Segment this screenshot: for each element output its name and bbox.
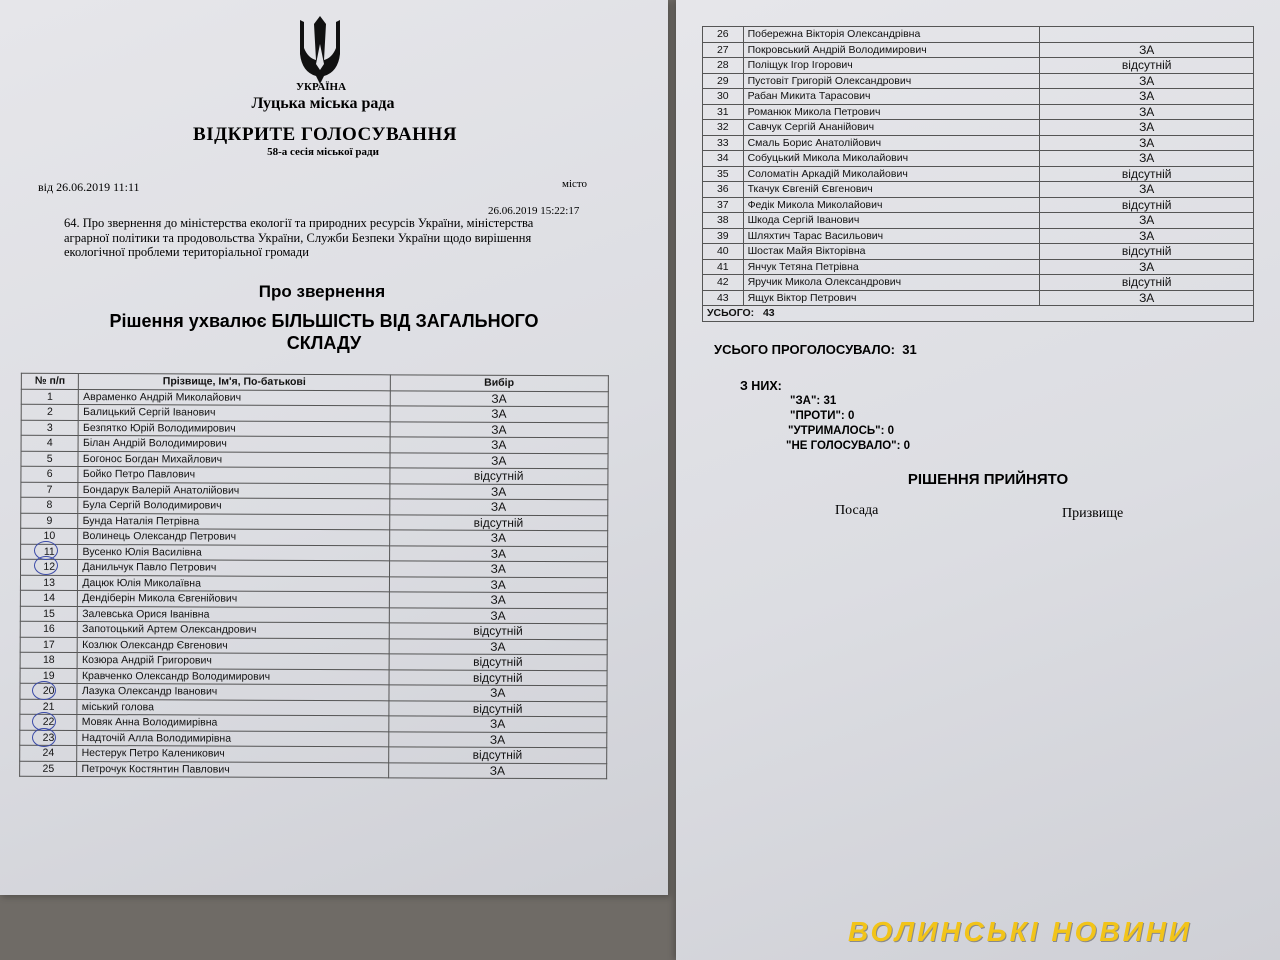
row-number: 29 (703, 73, 744, 89)
proty-stat (790, 410, 854, 422)
table-row (21, 435, 608, 453)
row-number: 27 (703, 42, 744, 58)
table-row (703, 27, 1254, 43)
row-number: 6 (21, 466, 78, 482)
watermark-logo: ВОЛИНСЬКІ НОВИНИ (848, 916, 1193, 947)
not-voted-stat (786, 440, 910, 452)
row-number: 39 (703, 228, 744, 244)
table-row (21, 482, 608, 500)
table-row (703, 275, 1254, 291)
row-name: Пустовіт Григорій Олександрович (743, 73, 1040, 89)
row-number: 31 (703, 104, 744, 120)
row-choice: ЗА (389, 499, 608, 515)
row-choice: ЗА (389, 483, 608, 499)
place-label: місто (562, 178, 588, 190)
row-choice: ЗА (389, 452, 608, 468)
table-row (21, 420, 608, 438)
row-choice: ЗА (390, 390, 609, 406)
row-number: 25 (20, 761, 77, 777)
row-name: Бойко Петро Павлович (78, 466, 389, 483)
row-name: Запотоцький Артем Олександрович (78, 621, 389, 638)
row-choice: ЗА (390, 437, 609, 453)
decision-subject: Про звернення (258, 282, 386, 301)
row-choice: ЗА (1040, 104, 1254, 120)
row-choice: ЗА (1040, 213, 1254, 229)
row-name: Була Сергій Володимирович (78, 497, 389, 514)
row-name: Соломатін Аркадій Миколайович (743, 166, 1040, 182)
row-choice: ЗА (1040, 290, 1254, 306)
row-number: 1 (21, 389, 78, 405)
row-name: Бондарук Валерій Анатолійович (78, 482, 389, 499)
not-voted-label: "НЕ ГОЛОСУВАЛО": (786, 440, 901, 452)
session-label: 58-а сесія міської ради (267, 146, 379, 158)
row-number: 22 (20, 714, 77, 730)
row-number: 36 (703, 182, 744, 198)
za-count: 31 (823, 395, 837, 407)
row-choice: ЗА (1040, 182, 1254, 198)
row-choice: ЗА (1040, 89, 1254, 105)
row-choice: ЗА (390, 406, 609, 422)
row-name: Авраменко Андрій Миколайович (79, 389, 390, 406)
col-name-header: Прізвище, Ім'я, По-батькові (79, 373, 390, 390)
row-name: Янчук Тетяна Петрівна (743, 259, 1040, 275)
row-choice: ЗА (389, 607, 608, 623)
row-name: Данильчук Павло Петрович (78, 559, 389, 576)
table-row (20, 730, 607, 748)
agenda-item: 64. Про звернення до міністерства екології та природних ресурсів України, міністерства аграрної політики та продовольства України, Служби Безпеки України щодо вирішення екологічної проблеми територіальної громади (64, 216, 534, 259)
total-count: 43 (762, 307, 775, 319)
row-choice: ЗА (389, 530, 608, 546)
proty-label: "ПРОТИ": (790, 410, 845, 422)
row-number: 34 (703, 151, 744, 167)
table-row (21, 497, 608, 515)
row-choice: ЗА (1040, 73, 1254, 89)
table-row (703, 290, 1254, 306)
row-choice: відсутній (1040, 197, 1254, 213)
left-page (0, 0, 668, 895)
table-row (703, 244, 1254, 260)
voted-label: УСЬОГО ПРОГОЛОСУВАЛО: (714, 342, 896, 357)
row-name: Богонос Богдан Михайлович (78, 451, 389, 468)
trident-emblem-icon (296, 14, 344, 86)
row-choice: відсутній (389, 669, 608, 685)
table-row (703, 73, 1254, 89)
position-label: Посада (835, 503, 879, 518)
table-row (703, 259, 1254, 275)
row-name: Петрочук Костянтин Павлович (77, 761, 388, 778)
row-name: Поліщук Ігор Ігорович (743, 58, 1040, 74)
vote-type-title: ВІДКРИТЕ ГОЛОСУВАННЯ (193, 124, 457, 145)
row-name: Вусенко Юлія Василівна (78, 544, 389, 561)
row-number: 7 (21, 482, 78, 498)
row-choice: відсутній (1040, 244, 1254, 260)
voted-count: 31 (902, 342, 917, 357)
pen-circle-20 (32, 681, 56, 700)
row-choice: ЗА (1040, 135, 1254, 151)
row-choice: відсутній (389, 654, 608, 670)
row-choice: ЗА (1040, 259, 1254, 275)
row-choice: ЗА (390, 421, 609, 437)
row-name: Побережна Вікторія Олександрівна (743, 27, 1040, 43)
row-number: 43 (703, 290, 744, 306)
row-number: 32 (703, 120, 744, 136)
row-choice: ЗА (1040, 228, 1254, 244)
row-choice: ЗА (1040, 120, 1254, 136)
row-choice: відсутній (388, 747, 607, 763)
abstained-count: 0 (887, 425, 895, 437)
row-name: Безпятко Юрій Володимирович (79, 420, 390, 437)
row-name: Балицький Сергій Іванович (79, 404, 390, 421)
row-name: Шостак Майя Вікторівна (743, 244, 1040, 260)
row-name: Шляхтич Тарас Васильович (743, 228, 1040, 244)
row-choice: ЗА (388, 716, 607, 732)
table-row (703, 135, 1254, 151)
row-number: 12 (21, 559, 78, 575)
table-row (20, 761, 607, 779)
row-choice (1040, 27, 1254, 43)
session-date: від 26.06.2019 11:11 (38, 180, 140, 194)
table-row (703, 213, 1254, 229)
table-row (20, 621, 607, 639)
row-number: 11 (21, 544, 78, 560)
decision-rule: Рішення ухвалює БІЛЬШІСТЬ ВІД ЗАГАЛЬНОГО СКЛАДУ (109, 311, 539, 353)
table-row (703, 120, 1254, 136)
table-row (703, 151, 1254, 167)
table-row (21, 404, 608, 422)
row-number: 23 (20, 730, 77, 746)
row-number: 42 (703, 275, 744, 291)
row-number: 17 (20, 637, 77, 653)
vote-table-left (19, 373, 609, 780)
row-number: 41 (703, 259, 744, 275)
total-label: УСЬОГО: (707, 307, 755, 319)
table-row (703, 89, 1254, 105)
vote-table-right (702, 26, 1254, 322)
row-choice: відсутній (389, 623, 608, 639)
table-row (20, 745, 607, 763)
table-row (703, 197, 1254, 213)
row-choice: відсутній (389, 468, 608, 484)
row-number: 14 (20, 590, 77, 606)
row-choice: ЗА (1040, 151, 1254, 167)
row-name: Савчук Сергій Ананійович (743, 120, 1040, 136)
row-name: Надточій Алла Володимирівна (77, 730, 388, 747)
row-choice: ЗА (389, 576, 608, 592)
row-number: 35 (703, 166, 744, 182)
row-name: Нестерук Петро Каленикович (77, 745, 388, 762)
row-choice: відсутній (389, 514, 608, 530)
row-name: Бунда Наталія Петрівна (78, 513, 389, 530)
row-name: Дацюк Юлія Миколаївна (78, 575, 389, 592)
row-name: Кравченко Олександр Володимирович (77, 668, 388, 685)
table-row (20, 606, 607, 624)
table-row (21, 466, 608, 484)
row-number: 24 (20, 745, 77, 761)
vote-rows-left (20, 389, 609, 779)
row-name: Лазука Олександр Іванович (77, 683, 388, 700)
row-name: Романюк Микола Петрович (743, 104, 1040, 120)
of-them-label: З НИХ: (740, 379, 782, 393)
abstained-stat (788, 425, 894, 437)
vote-timestamp: 26.06.2019 15:22:17 (488, 205, 580, 217)
row-name: Козюра Андрій Григорович (77, 652, 388, 669)
not-voted-count: 0 (903, 440, 911, 452)
col-number-header: № п/п (21, 373, 78, 389)
table-row (21, 559, 608, 577)
row-choice: ЗА (389, 592, 608, 608)
table-row (20, 652, 607, 670)
row-number: 4 (21, 435, 78, 451)
row-number: 37 (703, 197, 744, 213)
row-number: 3 (21, 420, 78, 436)
row-name: Собуцький Микола Миколайович (743, 151, 1040, 167)
abstained-label: "УТРИМАЛОСЬ": (788, 425, 885, 437)
row-choice: ЗА (389, 545, 608, 561)
row-name: Дендіберін Микола Євгенійович (78, 590, 389, 607)
row-name: Рабан Микита Тарасович (743, 89, 1040, 105)
table-row (21, 451, 608, 469)
row-number: 20 (20, 683, 77, 699)
row-number: 2 (21, 404, 78, 420)
row-number: 5 (21, 451, 78, 467)
table-row (21, 528, 608, 546)
row-number: 18 (20, 652, 77, 668)
table-row (21, 389, 608, 407)
row-name: Волинець Олександр Петрович (78, 528, 389, 545)
row-number: 15 (20, 606, 77, 622)
za-label: "ЗА": (790, 395, 821, 407)
row-number: 26 (703, 27, 744, 43)
row-name: Федік Микола Миколайович (743, 197, 1040, 213)
row-name: Покровський Андрій Володимирович (743, 42, 1040, 58)
table-row (20, 714, 607, 732)
table-row (20, 637, 607, 655)
row-number: 21 (20, 699, 77, 715)
table-row (703, 42, 1254, 58)
za-stat (790, 395, 836, 407)
surname-label: Призвище (1062, 506, 1124, 521)
row-number: 16 (20, 621, 77, 637)
row-choice: ЗА (388, 731, 607, 747)
row-name: Залевська Орися Іванівна (78, 606, 389, 623)
row-number: 8 (21, 497, 78, 513)
table-row (703, 228, 1254, 244)
row-number: 30 (703, 89, 744, 105)
voted-summary (714, 342, 917, 357)
table-row (21, 544, 608, 562)
total-row (703, 306, 1254, 322)
row-choice: відсутній (388, 700, 607, 716)
result-label: РІШЕННЯ ПРИЙНЯТО (907, 471, 1069, 488)
table-row (21, 513, 608, 531)
row-choice: ЗА (1040, 42, 1254, 58)
row-name: Козлюк Олександр Євгенович (78, 637, 389, 654)
country-label: УКРАЇНА (295, 81, 347, 93)
row-name: Білан Андрій Володимирович (78, 435, 389, 452)
table-row (20, 699, 607, 717)
row-name: Шкода Сергій Іванович (743, 213, 1040, 229)
table-row (703, 58, 1254, 74)
row-number: 9 (21, 513, 78, 529)
table-row (703, 182, 1254, 198)
row-name: Мовяк Анна Володимирівна (77, 714, 388, 731)
row-choice: ЗА (389, 561, 608, 577)
council-name: Луцька міська рада (251, 95, 395, 112)
row-choice: ЗА (389, 638, 608, 654)
row-number: 28 (703, 58, 744, 74)
proty-count: 0 (847, 410, 855, 422)
row-choice: ЗА (388, 762, 607, 778)
row-number: 10 (21, 528, 78, 544)
col-choice-header: Вибір (390, 375, 609, 391)
row-name: Смаль Борис Анатолійович (743, 135, 1040, 151)
row-choice: відсутній (1040, 166, 1254, 182)
table-row (20, 683, 607, 701)
row-name: Ящук Віктор Петрович (743, 290, 1040, 306)
row-name: Ткачук Євгеній Євгенович (743, 182, 1040, 198)
table-row (20, 590, 607, 608)
row-choice: відсутній (1040, 58, 1254, 74)
row-number: 38 (703, 213, 744, 229)
table-row (20, 575, 607, 593)
row-choice: відсутній (1040, 275, 1254, 291)
row-name: міський голова (77, 699, 388, 716)
pen-circle-23 (32, 728, 56, 747)
vote-rows-right (703, 27, 1254, 306)
table-row (703, 166, 1254, 182)
row-number: 19 (20, 668, 77, 684)
row-name: Яручик Микола Олександрович (743, 275, 1040, 291)
row-number: 13 (20, 575, 77, 591)
row-number: 40 (703, 244, 744, 260)
row-choice: ЗА (388, 685, 607, 701)
row-number: 33 (703, 135, 744, 151)
table-row (703, 104, 1254, 120)
pen-circle-12 (34, 556, 58, 575)
table-row (20, 668, 607, 686)
